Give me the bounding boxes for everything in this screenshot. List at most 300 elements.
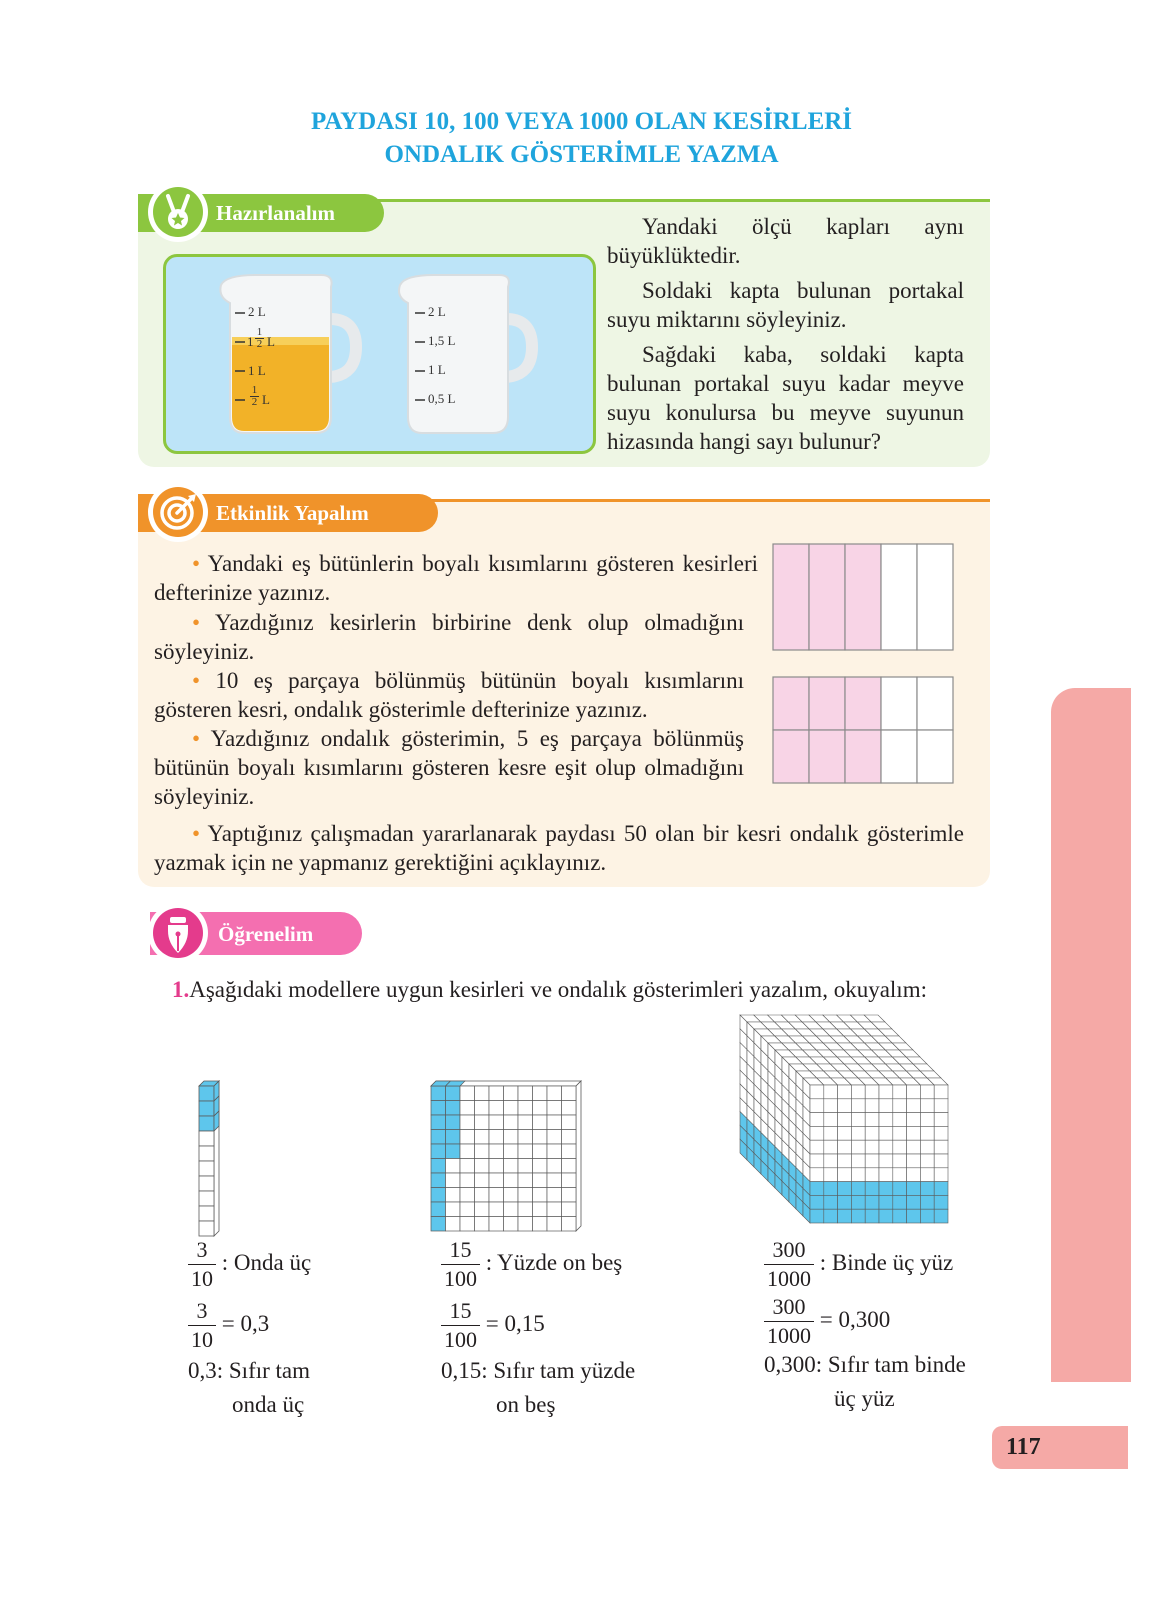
question-1 [172, 975, 927, 1005]
cube-front-unit [851, 1168, 865, 1182]
cube-front-unit [810, 1182, 824, 1196]
flat-unit [518, 1202, 533, 1217]
rod-unit [199, 1176, 214, 1191]
rod-unit [199, 1086, 214, 1101]
flat-unit [460, 1086, 475, 1101]
etkinlik-tab-label: Etkinlik Yapalım [216, 501, 369, 525]
cube-front-unit [934, 1113, 948, 1127]
flat-unit [562, 1144, 577, 1159]
flat-unit [460, 1173, 475, 1188]
cube-front-unit [838, 1099, 852, 1113]
cube-front-unit [879, 1195, 893, 1209]
flat-unit [533, 1144, 548, 1159]
cube-front-unit [907, 1168, 921, 1182]
side-tab [1051, 688, 1131, 1382]
cube-front-unit [838, 1209, 852, 1223]
cube-front-unit [851, 1140, 865, 1154]
flat-unit [460, 1202, 475, 1217]
decimal-value: = 0,15 [485, 1310, 545, 1336]
flat-unit [446, 1217, 461, 1232]
hazirlanalim-text [607, 212, 964, 456]
flat-unit [547, 1202, 562, 1217]
cube-front-unit [810, 1126, 824, 1140]
cube-front-unit [824, 1195, 838, 1209]
cube-front-unit [838, 1126, 852, 1140]
cube-front-unit [893, 1126, 907, 1140]
flat-unit [489, 1101, 504, 1116]
flat-unit [446, 1086, 461, 1101]
flat-unit [562, 1159, 577, 1174]
etkinlik-list [154, 549, 758, 607]
cube-front-unit [865, 1168, 879, 1182]
cube-front-unit [838, 1140, 852, 1154]
decimal-reading: 0,300: Sıfır tam binde [764, 1352, 966, 1377]
rod-unit [199, 1206, 214, 1221]
cube-front-unit [907, 1182, 921, 1196]
flat-unit [504, 1144, 519, 1159]
cube-front-unit [920, 1113, 934, 1127]
flat-unit [547, 1101, 562, 1116]
medal-icon [148, 182, 208, 242]
flat-unit [475, 1188, 490, 1203]
cube-front-unit [907, 1140, 921, 1154]
flat-unit [446, 1101, 461, 1116]
flat-unit [446, 1144, 461, 1159]
cube-front-unit [865, 1140, 879, 1154]
cube-front-unit [851, 1195, 865, 1209]
etkinlik-item-text: Yazdığınız ondalık gösterimin, 5 eş parçaya bölünmüş bütünün boyalı kısımlarını gösteren kesre eşit olup olmadığını söyleyiniz. [154, 726, 744, 809]
flat-unit [431, 1130, 446, 1145]
left-jug-mark-1L: 1 L [248, 363, 266, 378]
etkinlik-item [154, 549, 758, 607]
cube-front-unit [824, 1154, 838, 1168]
cube-front-unit [934, 1209, 948, 1223]
right-jug-mark-1-5L: 1,5 L [428, 333, 456, 348]
page-title-line-1: PAYDASI 10, 100 VEYA 1000 OLAN KESİRLERİ [310, 108, 853, 135]
flat-unit [475, 1101, 490, 1116]
flat-unit [475, 1086, 490, 1101]
flat-unit [446, 1159, 461, 1174]
cube-front-unit [879, 1140, 893, 1154]
model-2-fraction-line [441, 1236, 635, 1293]
flat-unit [460, 1115, 475, 1130]
cube-front-unit [907, 1154, 921, 1168]
flat-unit [547, 1217, 562, 1232]
cube-front-unit [934, 1182, 948, 1196]
tenths-rod-model [199, 1081, 219, 1236]
cube-front-unit [865, 1099, 879, 1113]
cube-front-unit [838, 1113, 852, 1127]
cube-front-unit [865, 1126, 879, 1140]
denominator: 10 [191, 1327, 213, 1352]
flat-unit [504, 1086, 519, 1101]
target-icon [148, 482, 208, 542]
flat-unit [460, 1159, 475, 1174]
fraction-reading: : Binde üç yüz [819, 1249, 954, 1275]
flat-unit [446, 1115, 461, 1130]
bullet: • [192, 551, 201, 576]
pen-badge [148, 903, 208, 963]
flat-unit [518, 1159, 533, 1174]
cube-front-unit [838, 1154, 852, 1168]
flat-unit [431, 1173, 446, 1188]
cube-front-unit [907, 1099, 921, 1113]
flat-unit [547, 1159, 562, 1174]
fraction [764, 1293, 814, 1350]
flat-unit [431, 1101, 446, 1116]
fraction [441, 1297, 480, 1354]
flat-unit [489, 1202, 504, 1217]
medal-badge [148, 182, 208, 242]
etkinlik-list-3 [154, 819, 964, 877]
tenths-part [773, 730, 809, 783]
hazirlanalim-paragraph: Yandaki ölçü kapları aynı büyüklüktedir. [607, 214, 964, 268]
flat-unit [460, 1188, 475, 1203]
flat-unit [562, 1101, 577, 1116]
flat-unit [504, 1173, 519, 1188]
numerator: 3 [188, 1297, 216, 1326]
flat-side-face [576, 1081, 581, 1231]
fraction [188, 1236, 216, 1293]
cube-front-unit [824, 1168, 838, 1182]
left-jug-mark-half-num: 1 [251, 384, 258, 396]
left-jug-mark-1-half-frac [255, 327, 264, 350]
flat-unit [533, 1086, 548, 1101]
cube-front-unit [851, 1154, 865, 1168]
flat-unit [489, 1188, 504, 1203]
cube-front-unit [824, 1182, 838, 1196]
flat-unit [547, 1086, 562, 1101]
flat-unit [431, 1086, 446, 1101]
denominator: 100 [444, 1266, 477, 1291]
left-jug-mark-2L: 2 L [248, 304, 266, 319]
model-2-equation-line [441, 1297, 635, 1354]
decimal-value: = 0,300 [819, 1306, 891, 1332]
cube-front-unit [934, 1195, 948, 1209]
etkinlik-item [154, 666, 744, 724]
cube-front-unit [893, 1209, 907, 1223]
tenths-part [773, 677, 809, 730]
numerator: 300 [764, 1236, 814, 1265]
flat-unit [489, 1173, 504, 1188]
right-jug-mark-0-5L: 0,5 L [428, 391, 456, 406]
etkinlik-list-2 [154, 608, 744, 811]
cube-front-unit [934, 1140, 948, 1154]
tenths-part [881, 730, 917, 783]
rod-unit [199, 1116, 214, 1131]
fraction-reading: : Yüzde on beş [485, 1249, 623, 1275]
cube-front-unit [893, 1085, 907, 1099]
flat-unit [489, 1144, 504, 1159]
hazirlanalim-tab-label: Hazırlanalım [216, 201, 335, 225]
tenths-part [809, 677, 845, 730]
model-2-text [441, 1236, 635, 1420]
cube-front-unit [893, 1154, 907, 1168]
fraction [764, 1236, 814, 1293]
cube-front-unit [920, 1085, 934, 1099]
cube-front-unit [865, 1182, 879, 1196]
etkinlik-item [154, 724, 744, 811]
cube-front-unit [865, 1085, 879, 1099]
cube-front-unit [920, 1099, 934, 1113]
rod-unit [199, 1161, 214, 1176]
flat-unit [533, 1188, 548, 1203]
cube-front-unit [851, 1085, 865, 1099]
base-ten-models [190, 1010, 990, 1242]
thousandths-cube-model [740, 1015, 948, 1223]
flat-unit [489, 1159, 504, 1174]
cube-front-unit [865, 1154, 879, 1168]
cube-front-unit [851, 1099, 865, 1113]
rod-unit [199, 1101, 214, 1116]
flat-unit [475, 1115, 490, 1130]
tenths-part [845, 677, 881, 730]
flat-unit [460, 1217, 475, 1232]
cube-front-unit [810, 1085, 824, 1099]
tenths-part [809, 730, 845, 783]
rod-unit [199, 1146, 214, 1161]
tenths-part [917, 677, 953, 730]
cube-front-unit [893, 1168, 907, 1182]
flat-unit [547, 1188, 562, 1203]
flat-unit [504, 1130, 519, 1145]
ogrenelim-tab-label: Öğrenelim [218, 922, 314, 946]
decimal-reading-cont: üç yüz [834, 1386, 895, 1411]
flat-unit [547, 1173, 562, 1188]
cube-front-unit [934, 1168, 948, 1182]
numerator: 300 [764, 1293, 814, 1322]
flat-unit [533, 1202, 548, 1217]
cube-front-unit [920, 1209, 934, 1223]
flat-unit [431, 1188, 446, 1203]
cube-front-unit [851, 1126, 865, 1140]
model-1-text [188, 1236, 311, 1420]
question-number: 1. [172, 977, 190, 1002]
cube-front-unit [907, 1085, 921, 1099]
cube-front-unit [893, 1099, 907, 1113]
cube-front-unit [934, 1085, 948, 1099]
cube-front-unit [893, 1195, 907, 1209]
hazirlanalim-paragraph: Sağdaki kaba, soldaki kapta bulunan portakal suyu kadar meyve suyu konulursa bu meyve suyunun hizasında hangi sayı bulunur? [607, 342, 964, 454]
flat-unit [518, 1086, 533, 1101]
numerator: 15 [441, 1236, 480, 1265]
flat-unit [460, 1130, 475, 1145]
flat-unit [518, 1144, 533, 1159]
cube-front-unit [824, 1085, 838, 1099]
flat-unit [446, 1130, 461, 1145]
flat-unit [518, 1130, 533, 1145]
bullet: • [192, 610, 201, 635]
rod-unit [199, 1131, 214, 1146]
etkinlik-item-text: Yaptığınız çalışmadan yararlanarak paydası 50 olan bir kesri ondalık gösterimle yazmak için ne yapmanız gerektiğini açıklayınız. [154, 821, 964, 875]
flat-unit [518, 1173, 533, 1188]
flat-unit [518, 1101, 533, 1116]
flat-unit [489, 1086, 504, 1101]
cube-front-unit [934, 1099, 948, 1113]
flat-unit [562, 1173, 577, 1188]
tenths-part [881, 677, 917, 730]
decimal-value: = 0,3 [221, 1310, 270, 1336]
flat-unit [547, 1130, 562, 1145]
flat-unit [431, 1217, 446, 1232]
cube-front-unit [907, 1113, 921, 1127]
decimal-reading: 0,3: Sıfır tam [188, 1358, 311, 1383]
cube-front-unit [824, 1113, 838, 1127]
cube-front-unit [893, 1113, 907, 1127]
cube-front-unit [838, 1195, 852, 1209]
flat-unit [562, 1086, 577, 1101]
fifths-part [881, 544, 917, 650]
decimal-reading-cont: on beş [496, 1392, 556, 1417]
cube-front-unit [907, 1195, 921, 1209]
cube-front-unit [893, 1140, 907, 1154]
cube-front-unit [934, 1154, 948, 1168]
cube-front-unit [934, 1126, 948, 1140]
cube-front-unit [838, 1085, 852, 1099]
cube-front-unit [810, 1154, 824, 1168]
flat-unit [562, 1202, 577, 1217]
cube-front-unit [810, 1209, 824, 1223]
cube-front-unit [810, 1168, 824, 1182]
left-jug-mark-1-half-unit: L [267, 334, 275, 349]
cube-front-unit [824, 1209, 838, 1223]
right-jug-mark-2L: 2 L [428, 304, 446, 319]
flat-unit [547, 1115, 562, 1130]
cube-front-unit [865, 1209, 879, 1223]
model-3-equation-line [764, 1293, 966, 1350]
flat-unit [431, 1115, 446, 1130]
flat-unit [504, 1115, 519, 1130]
flat-unit [475, 1159, 490, 1174]
flat-unit [431, 1159, 446, 1174]
flat-unit [518, 1217, 533, 1232]
flat-unit [489, 1130, 504, 1145]
cube-front-unit [879, 1085, 893, 1099]
bullet: • [192, 821, 201, 846]
cube-front-unit [851, 1209, 865, 1223]
cube-front-unit [879, 1182, 893, 1196]
tenths-part [917, 730, 953, 783]
measuring-jugs-illustration [163, 254, 596, 454]
pen-nib-icon [148, 903, 208, 963]
cube-front-unit [810, 1195, 824, 1209]
fifths-part [917, 544, 953, 650]
fraction-reading: : Onda üç [221, 1249, 312, 1275]
cube-front-unit [810, 1140, 824, 1154]
flat-unit [475, 1173, 490, 1188]
flat-unit [475, 1217, 490, 1232]
flat-unit [504, 1159, 519, 1174]
flat-unit [562, 1130, 577, 1145]
left-jug-mark-1-half-whole: 1 [247, 334, 254, 349]
flat-unit [446, 1188, 461, 1203]
flat-unit [533, 1130, 548, 1145]
flat-unit [475, 1130, 490, 1145]
flat-unit [533, 1173, 548, 1188]
flat-unit [533, 1217, 548, 1232]
flat-unit [533, 1115, 548, 1130]
denominator: 1000 [767, 1266, 811, 1291]
cube-front-unit [920, 1140, 934, 1154]
denominator: 1000 [767, 1323, 811, 1348]
cube-front-unit [920, 1168, 934, 1182]
target-badge [148, 482, 208, 542]
cube-front-unit [851, 1113, 865, 1127]
flat-unit [489, 1115, 504, 1130]
fifths-part [809, 544, 845, 650]
etkinlik-item-text: Yazdığınız kesirlerin birbirine denk olup olmadığını söyleyiniz. [154, 610, 744, 664]
etkinlik-item [154, 608, 744, 666]
etkinlik-item [154, 819, 964, 877]
flat-unit [431, 1202, 446, 1217]
cube-front-unit [879, 1113, 893, 1127]
cube-front-unit [879, 1168, 893, 1182]
flat-unit [533, 1101, 548, 1116]
page-number: 117 [1006, 1434, 1041, 1460]
flat-unit [446, 1173, 461, 1188]
model-fifths [773, 544, 953, 650]
flat-unit [504, 1101, 519, 1116]
left-jug-mark-1-half-num: 1 [256, 326, 263, 338]
flat-unit [562, 1115, 577, 1130]
cube-front-unit [838, 1182, 852, 1196]
model-3-fraction-line [764, 1236, 966, 1293]
flat-unit [504, 1188, 519, 1203]
cube-front-unit [920, 1195, 934, 1209]
flat-unit [533, 1159, 548, 1174]
flat-unit [547, 1144, 562, 1159]
question-text: Aşağıdaki modellere uygun kesirleri ve ondalık gösterimleri yazalım, okuyalım: [189, 977, 927, 1002]
flat-unit [431, 1144, 446, 1159]
flat-unit [460, 1101, 475, 1116]
flat-unit [504, 1217, 519, 1232]
page-number-tab [992, 1426, 1128, 1469]
denominator: 10 [191, 1266, 213, 1291]
page-title-line-2: ONDALIK GÖSTERİMLE YAZMA [384, 141, 779, 168]
hazirlanalim-paragraph: Soldaki kapta bulunan portakal suyu miktarını söyleyiniz. [607, 278, 964, 332]
rod-unit [199, 1191, 214, 1206]
cube-front-unit [865, 1195, 879, 1209]
flat-unit [562, 1188, 577, 1203]
bullet: • [192, 668, 201, 693]
flat-unit [475, 1202, 490, 1217]
cube-front-unit [879, 1154, 893, 1168]
tenths-part [845, 730, 881, 783]
cube-front-unit [865, 1113, 879, 1127]
right-jug-mark-1L: 1 L [428, 362, 446, 377]
model-tenths [773, 677, 953, 783]
denominator: 100 [444, 1327, 477, 1352]
cube-front-unit [907, 1126, 921, 1140]
cube-front-unit [879, 1099, 893, 1113]
model-1-fraction-line [188, 1236, 311, 1293]
hundredths-flat-model [431, 1081, 581, 1231]
fraction [188, 1297, 216, 1354]
cube-front-unit [824, 1126, 838, 1140]
cube-front-unit [879, 1126, 893, 1140]
etkinlik-item-text: 10 eş parçaya bölünmüş bütünün boyalı kısımlarını gösteren kesri, ondalık gösterimle defterinize yazınız. [154, 668, 745, 722]
fifths-part [773, 544, 809, 650]
left-jug-mark-half-den: 2 [251, 396, 258, 408]
cube-front-unit [810, 1099, 824, 1113]
etkinlik-fraction-models [772, 543, 956, 785]
cube-front-unit [851, 1182, 865, 1196]
fraction [441, 1236, 480, 1293]
cube-front-unit [810, 1113, 824, 1127]
numerator: 3 [188, 1236, 216, 1265]
cube-front-unit [907, 1209, 921, 1223]
cube-front-unit [879, 1209, 893, 1223]
